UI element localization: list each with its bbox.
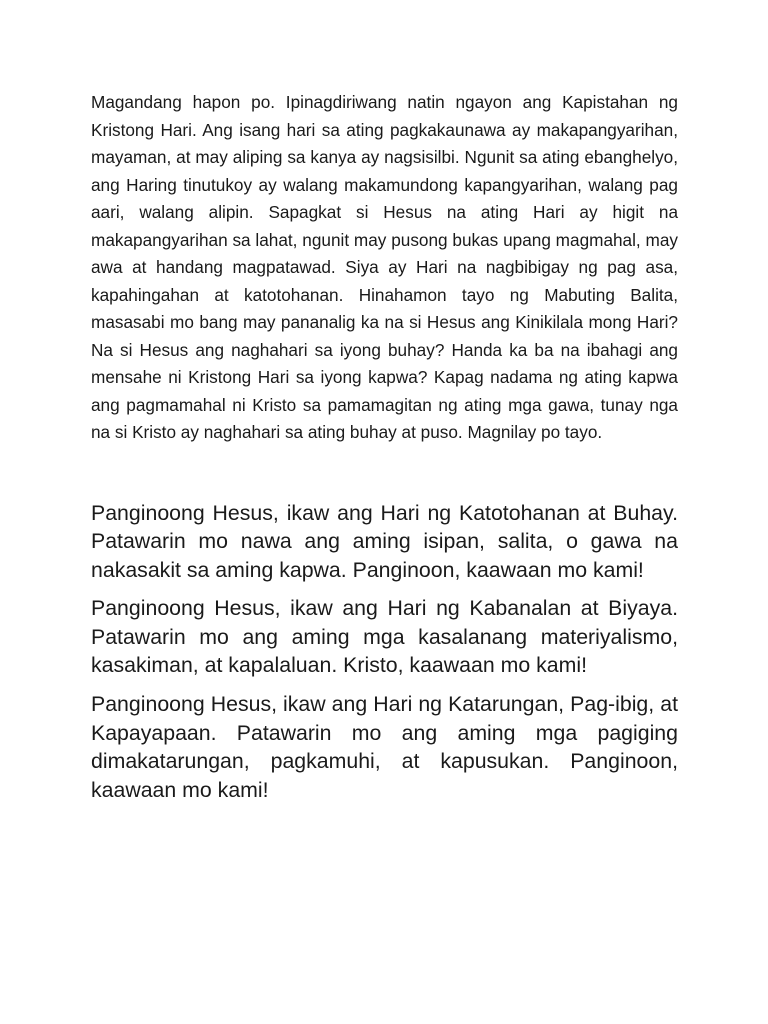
document-page: [91, 89, 678, 814]
petition-paragraph: Panginoong Hesus, ikaw ang Hari ng Kabanalan at Biyaya. Patawarin mo ang aming mga kasalanang materiyalismo, kasakiman, at kapalaluan. Kristo, kaawaan mo kami!: [91, 596, 678, 678]
intro-paragraph: Magandang hapon po. Ipinagdiriwang natin ngayon ang Kapistahan ng Kristong Hari. Ang isang hari sa ating pagkakaunawa ay makapangyarihan, mayaman, at may aliping sa kanya ay nagsisilbi. Ngunit sa ating ebanghelyo, ang Haring tinutukoy ay walang makamundong kapangyarihan, walang pag aari, walang alipin. Sapagkat si Hesus na ating Hari ay higit na makapangyarihan sa lahat, ngunit may pusong bukas upang magmahal, may awa at handang magpatawad. Siya ay Hari na nagbibigay ng pag asa, kapahingahan at katotohanan. Hinahamon tayo ng Mabuting Balita, masasabi mo bang may pananalig ka na si Hesus ang Kinikilala mong Hari? Na si Hesus ang naghahari sa iyong buhay? Handa ka ba na ibahagi ang mensahe ni Kristong Hari sa iyong kapwa? Kapag nadama ng ating kapwa ang pagmamahal ni Kristo sa pamamagitan ng ating mga gawa, tunay nga na si Kristo ay naghahari sa ating buhay at puso. Magnilay po tayo.: [91, 92, 678, 442]
petition-paragraph: Panginoong Hesus, ikaw ang Hari ng Katotohanan at Buhay. Patawarin mo nawa ang aming isipan, salita, o gawa na nakasakit sa aming kapwa. Panginoon, kaawaan mo kami!: [91, 500, 678, 582]
petition-paragraph: Panginoong Hesus, ikaw ang Hari ng Katarungan, Pag-ibig, at Kapayapaan. Patawarin mo ang aming mga pagiging dimakatarungan, pagkamuhi, at kapusukan. Panginoon, kaawaan mo kami!: [91, 692, 678, 802]
petitions-section: [91, 499, 678, 805]
